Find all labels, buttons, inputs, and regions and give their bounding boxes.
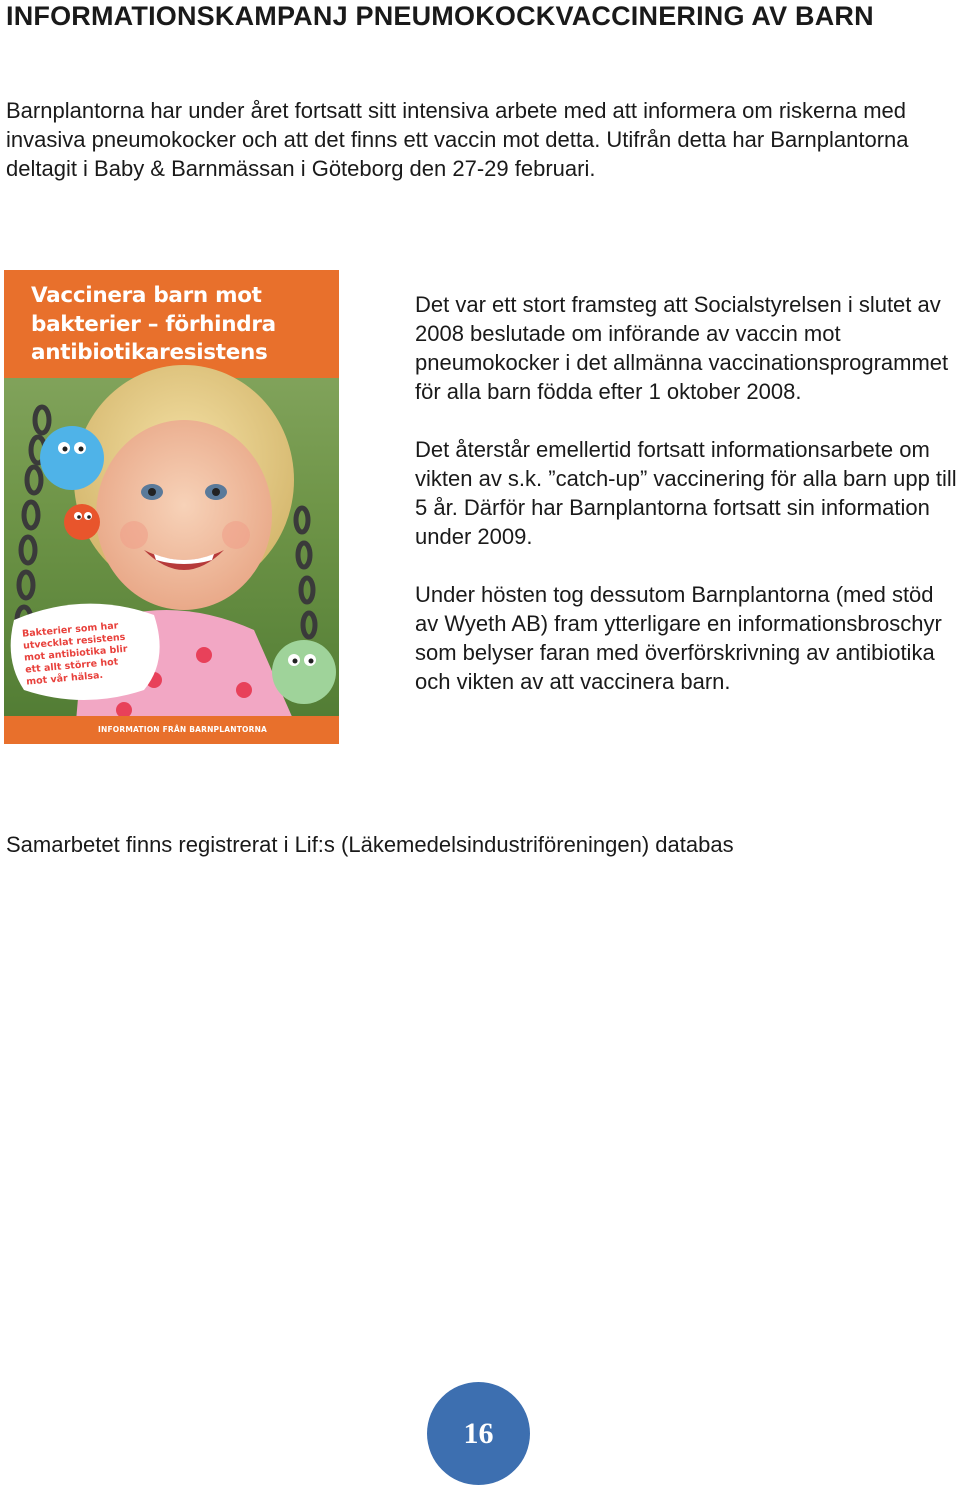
intro-paragraph: Barnplantorna har under året fortsatt sitt intensiva arbete med att informera om riskerna med invasiva pneumokocker och att det finns ett vaccin mot detta. Utifrån detta har Barnplantorna deltagit i Baby & Barnmässan i Göteborg den 27-29 februari. — [6, 98, 909, 181]
page-heading: INFORMATIONSKAMPANJ PNEUMOKOCKVACCINERING AV BARN — [6, 1, 874, 31]
brochure-title: Vaccinera barn mot bakterier – förhindra antibiotikaresistens — [31, 283, 276, 365]
side-paragraph: Det var ett stort framsteg att Socialstyrelsen i slutet av 2008 beslutade om införande av vaccin mot pneumokocker i det allmänna vaccinationsprogrammet för alla barn födda efter 1 oktober 2008. — [415, 292, 949, 404]
collaboration-note: Samarbetet finns registrerat i Lif:s (Läkemedelsindustriföreningen) databas — [6, 832, 734, 857]
side-text-column — [415, 290, 960, 725]
brochure-footer-label: INFORMATION FRÅN BARNPLANTORNA — [98, 725, 268, 734]
germ-green-icon — [272, 640, 336, 704]
side-paragraph: Det återstår emellertid fortsatt informationsarbete om vikten av s.k. ”catch-up” vaccinering för alla barn upp till 5 år. Därför har Barnplantorna fortsatt sin information under 2009. — [415, 437, 957, 549]
side-paragraph: Under hösten tog dessutom Barnplantorna (med stöd av Wyeth AB) fram ytterligare en informationsbroschyr som belyser faran med överförskrivning av antibiotika och vikten av att vaccinera barn. — [415, 582, 942, 694]
page-number: 16 — [463, 1416, 494, 1450]
germ-red-icon — [64, 504, 100, 540]
page-number-badge — [427, 1382, 530, 1485]
speech-bubble-text: Bakterier som har utvecklat resistens mot antibiotika blir ett allt större hot mot vår hälsa. — [21, 620, 128, 688]
germ-blue-icon — [40, 426, 104, 490]
